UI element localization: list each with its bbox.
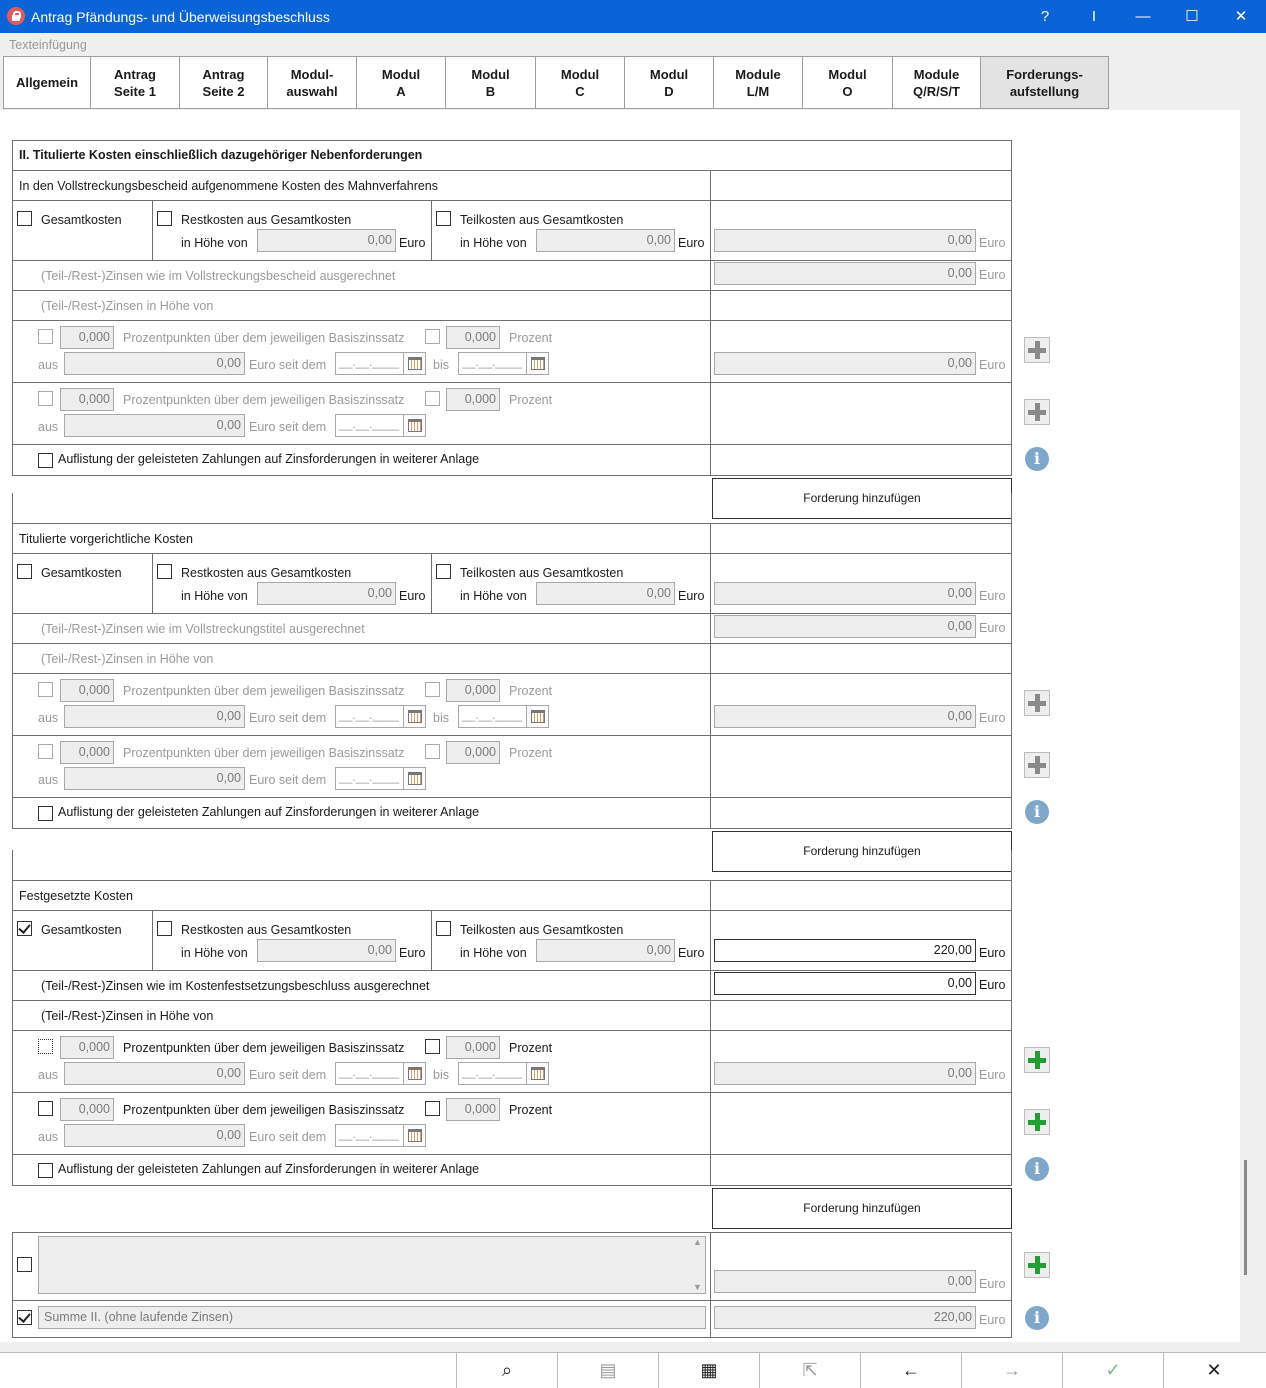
add-extra-icon[interactable] — [1024, 1252, 1050, 1278]
euro-label: Euro — [399, 236, 426, 250]
scrollbar-thumb[interactable] — [1244, 1160, 1247, 1275]
summe-label: Summe II. (ohne laufende Zinsen) — [38, 1306, 706, 1329]
add-zins-icon[interactable] — [1024, 1047, 1050, 1073]
gesamtkosten-label: Gesamtkosten — [41, 566, 122, 580]
euro-label: Euro — [979, 589, 1006, 603]
grid-line — [152, 910, 153, 970]
grid-line — [152, 200, 153, 260]
euro-label: Euro — [979, 1313, 1006, 1327]
zins-checkbox[interactable] — [38, 1039, 53, 1054]
prozent-input: 0,000 — [446, 1036, 500, 1059]
grid-line — [710, 523, 711, 829]
scrollbar[interactable] — [1240, 137, 1254, 1342]
euro-label: Euro — [979, 946, 1006, 960]
tab-modul-c[interactable]: Modul C — [535, 56, 625, 109]
restkosten-input: 0,00 — [257, 582, 396, 605]
grid-line — [710, 1232, 711, 1338]
euro-label: Euro — [678, 236, 705, 250]
prozentpunkte-label: Prozentpunkten über dem jeweiligen Basiszinssatz — [123, 393, 405, 407]
zinsen-ausgerechnet-label: (Teil-/Rest-)Zinsen wie im Vollstreckungsbescheid ausgerechnet — [41, 269, 396, 283]
prozent-input: 0,000 — [446, 326, 500, 349]
aus-label: aus — [38, 1068, 59, 1082]
bis-label: bis — [433, 1068, 449, 1082]
teilkosten-input: 0,00 — [536, 582, 675, 605]
add-zins-icon[interactable] — [1024, 1109, 1050, 1135]
section-title: II. Titulierte Kosten einschließlich dazugehöriger Nebenforderungen — [19, 148, 423, 162]
prozent-checkbox[interactable] — [425, 744, 440, 759]
info-icon[interactable]: i — [1025, 800, 1049, 824]
zins-betrag-input: 0,00 — [64, 1062, 245, 1085]
zinsen-total-input[interactable]: 0,00 — [714, 972, 976, 995]
grid-line — [710, 170, 711, 476]
zins-betrag-input: 0,00 — [64, 767, 245, 790]
euro-label: Euro — [979, 268, 1006, 282]
calendar-icon[interactable] — [403, 705, 426, 728]
tab-antrag-seite-2[interactable]: Antrag Seite 2 — [179, 56, 268, 109]
grid-line — [12, 553, 1012, 554]
forderung-hinzufuegen-button[interactable]: Forderung hinzufügen — [712, 831, 1012, 872]
calendar-icon[interactable] — [526, 705, 549, 728]
teilkosten-input: 0,00 — [536, 939, 675, 962]
grid-line — [12, 643, 1012, 644]
forderung-hinzufuegen-button[interactable]: Forderung hinzufügen — [712, 1188, 1012, 1229]
teilkosten-label: Teilkosten aus Gesamtkosten — [460, 923, 624, 937]
minimize-button[interactable]: — — [1135, 8, 1151, 25]
calendar-icon[interactable] — [526, 1062, 549, 1085]
summe-total-input: 220,00 — [714, 1306, 976, 1329]
grid-line — [1011, 1232, 1012, 1338]
calendar-icon[interactable] — [403, 1062, 426, 1085]
bis-date-input[interactable]: __.__.____ — [458, 352, 527, 375]
window-title: Antrag Pfändungs- und Überweisungsbeschluss — [31, 9, 330, 25]
seit-date-input[interactable]: __.__.____ — [335, 767, 404, 790]
info-icon[interactable]: i — [1025, 447, 1049, 471]
grid-line — [12, 260, 1012, 261]
grid-line — [12, 170, 1012, 171]
prozent-checkbox[interactable] — [425, 682, 440, 697]
forderung-hinzufuegen-button[interactable]: Forderung hinzufügen — [712, 478, 1012, 519]
zins-betrag-input: 0,00 — [64, 1124, 245, 1147]
info-icon[interactable]: i — [1025, 1306, 1049, 1330]
calendar-icon[interactable] — [403, 767, 426, 790]
calendar-icon[interactable] — [403, 414, 426, 437]
zinsen-total-input: 0,00 — [714, 615, 976, 638]
teilkosten-checkbox[interactable] — [436, 211, 451, 226]
tab-modul-b[interactable]: Modul B — [445, 56, 536, 109]
zinsen-total-input: 0,00 — [714, 262, 976, 285]
restkosten-checkbox[interactable] — [157, 211, 172, 226]
grid-line — [12, 523, 1012, 524]
aus-label: aus — [38, 420, 59, 434]
calendar-icon[interactable] — [403, 1124, 426, 1147]
euro-seit-label: Euro seit dem — [249, 1068, 327, 1082]
restkosten-label: Restkosten aus Gesamtkosten — [181, 566, 352, 580]
bis-date-input[interactable]: __.__.____ — [458, 705, 527, 728]
in-hoehe-label: in Höhe von — [181, 946, 248, 960]
euro-seit-label: Euro seit dem — [249, 711, 327, 725]
info-icon[interactable]: i — [1025, 1157, 1049, 1181]
tab-allgemein[interactable]: Allgemein — [3, 56, 91, 109]
clipboard-copy-icon[interactable]: ▦ — [658, 1352, 759, 1388]
prozent-label: Prozent — [509, 684, 553, 698]
textarea-scroll-up-icon[interactable]: ▲ — [693, 1237, 702, 1247]
seit-date-input[interactable]: __.__.____ — [335, 1062, 404, 1085]
prozent-input: 0,000 — [446, 1098, 500, 1121]
euro-label: Euro — [678, 946, 705, 960]
restkosten-input: 0,00 — [257, 939, 396, 962]
euro-label: Euro — [979, 358, 1006, 372]
tab-forderungsaufstellung[interactable]: Forderungs- aufstellung — [980, 56, 1109, 109]
euro-seit-label: Euro seit dem — [249, 1130, 327, 1144]
prozent-input: 0,000 — [446, 388, 500, 411]
teilkosten-label: Teilkosten aus Gesamtkosten — [460, 213, 624, 227]
seit-date-input[interactable]: __.__.____ — [335, 352, 404, 375]
teilkosten-checkbox[interactable] — [436, 921, 451, 936]
grid-line — [431, 553, 432, 613]
grid-line — [12, 475, 1012, 476]
gesamtkosten-label: Gesamtkosten — [41, 213, 122, 227]
auflistung-checkbox[interactable] — [38, 453, 53, 468]
seit-date-input[interactable]: __.__.____ — [335, 705, 404, 728]
check-icon[interactable]: ✓ — [1062, 1352, 1163, 1388]
grid-line — [12, 880, 1012, 881]
euro-seit-label: Euro seit dem — [249, 773, 327, 787]
tab-modulauswahl[interactable]: Modul- auswahl — [267, 56, 357, 109]
zinsen-hoehe-label: (Teil-/Rest-)Zinsen in Höhe von — [41, 299, 214, 313]
grid-line — [12, 444, 1012, 445]
grid-line — [12, 382, 1012, 383]
grid-line — [12, 140, 1012, 141]
teilkosten-input: 0,00 — [536, 229, 675, 252]
arrow-right-icon[interactable]: → — [961, 1352, 1062, 1388]
tab-modul-o[interactable]: Modul O — [802, 56, 893, 109]
auflistung-label: Auflistung der geleisteten Zahlungen auf Zinsforderungen in weiterer Anlage — [58, 805, 480, 819]
grid-line — [431, 910, 432, 970]
prozent-checkbox[interactable] — [425, 329, 440, 344]
textarea-scroll-down-icon[interactable]: ▼ — [693, 1282, 702, 1292]
grid-line — [431, 200, 432, 260]
auflistung-checkbox[interactable] — [38, 1163, 53, 1178]
grid-line — [12, 1000, 1012, 1001]
zins-result-input: 0,00 — [714, 1062, 976, 1085]
calendar-icon[interactable] — [403, 352, 426, 375]
calendar-icon[interactable] — [526, 352, 549, 375]
grid-line — [12, 1154, 1012, 1155]
zinsen-hoehe-label: (Teil-/Rest-)Zinsen in Höhe von — [41, 1009, 214, 1023]
prozent-label: Prozent — [509, 393, 553, 407]
grid-line — [12, 493, 13, 829]
grid-line — [12, 200, 1012, 201]
aus-label: aus — [38, 358, 59, 372]
in-hoehe-label: in Höhe von — [181, 589, 248, 603]
restkosten-input: 0,00 — [257, 229, 396, 252]
grid-line — [1011, 140, 1012, 476]
grid-line — [12, 1232, 1012, 1233]
add-zins-icon[interactable] — [1024, 399, 1050, 425]
zins-result-input: 0,00 — [714, 352, 976, 375]
grid-line — [12, 140, 13, 476]
prozent-label: Prozent — [509, 746, 553, 760]
tab-module-lm[interactable]: Module L/M — [713, 56, 803, 109]
zins-result-input: 0,00 — [714, 705, 976, 728]
euro-seit-label: Euro seit dem — [249, 420, 327, 434]
bis-label: bis — [433, 358, 449, 372]
prozentpunkte-input: 0,000 — [60, 1098, 114, 1121]
grid-line — [12, 828, 1012, 829]
gesamtkosten-label: Gesamtkosten — [41, 923, 122, 937]
aus-label: aus — [38, 1130, 59, 1144]
grid-line — [152, 553, 153, 613]
euro-label: Euro — [678, 589, 705, 603]
zinsen-ausgerechnet-label: (Teil-/Rest-)Zinsen wie im Vollstreckungstitel ausgerechnet — [41, 622, 365, 636]
menu-texteinfuegung[interactable]: Texteinfügung — [9, 38, 87, 52]
block-total-input: 0,00 — [714, 229, 976, 252]
in-hoehe-label: in Höhe von — [460, 946, 527, 960]
aus-label: aus — [38, 711, 59, 725]
restkosten-label: Restkosten aus Gesamtkosten — [181, 213, 352, 227]
export-icon[interactable]: ⇱ — [759, 1352, 860, 1388]
prozentpunkte-label: Prozentpunkten über dem jeweiligen Basiszinssatz — [123, 331, 405, 345]
prozentpunkte-input: 0,000 — [60, 388, 114, 411]
clipboard-icon[interactable]: ▤ — [557, 1352, 658, 1388]
block-title: Titulierte vorgerichtliche Kosten — [19, 532, 193, 546]
grid-line — [12, 850, 13, 1186]
block-title: In den Vollstreckungsbescheid aufgenommene Kosten des Mahnverfahrens — [19, 179, 439, 193]
bis-label: bis — [433, 711, 449, 725]
aus-label: aus — [38, 773, 59, 787]
in-hoehe-label: in Höhe von — [460, 589, 527, 603]
add-zins-icon[interactable] — [1024, 690, 1050, 716]
gesamtkosten-checkbox[interactable] — [17, 211, 32, 226]
prozent-label: Prozent — [509, 1041, 553, 1055]
bis-date-input[interactable]: __.__.____ — [458, 1062, 527, 1085]
close-icon[interactable]: ✕ — [1163, 1352, 1264, 1388]
grid-line — [12, 1030, 1012, 1031]
block-total-input: 0,00 — [714, 582, 976, 605]
teilkosten-label: Teilkosten aus Gesamtkosten — [460, 566, 624, 580]
teilkosten-checkbox[interactable] — [436, 564, 451, 579]
grid-line — [12, 910, 1012, 911]
prozent-label: Prozent — [509, 1103, 553, 1117]
cursor-icon[interactable]: I — [1091, 8, 1097, 25]
prozent-input: 0,000 — [446, 679, 500, 702]
euro-label: Euro — [399, 946, 426, 960]
euro-label: Euro — [979, 1277, 1006, 1291]
euro-seit-label: Euro seit dem — [249, 358, 327, 372]
extra-total-input: 0,00 — [714, 1270, 976, 1293]
zinsen-hoehe-label: (Teil-/Rest-)Zinsen in Höhe von — [41, 652, 214, 666]
euro-label: Euro — [979, 236, 1006, 250]
add-zins-icon[interactable] — [1024, 337, 1050, 363]
title-bar — [0, 0, 1266, 33]
close-window-button[interactable]: ✕ — [1234, 8, 1248, 25]
auflistung-label: Auflistung der geleisteten Zahlungen auf Zinsforderungen in weiterer Anlage — [58, 1162, 480, 1176]
grid-line — [12, 1232, 13, 1338]
restkosten-checkbox[interactable] — [157, 921, 172, 936]
lock-icon — [7, 7, 25, 25]
prozentpunkte-label: Prozentpunkten über dem jeweiligen Basiszinssatz — [123, 746, 405, 760]
tab-module-qrst[interactable]: Module Q/R/S/T — [892, 56, 981, 109]
in-hoehe-label: in Höhe von — [460, 236, 527, 250]
grid-line — [1011, 493, 1012, 829]
prozent-checkbox[interactable] — [425, 391, 440, 406]
in-hoehe-label: in Höhe von — [181, 236, 248, 250]
grid-line — [12, 970, 1012, 971]
zins-checkbox[interactable] — [38, 391, 53, 406]
prozentpunkte-label: Prozentpunkten über dem jeweiligen Basiszinssatz — [123, 1041, 405, 1055]
grid-line — [12, 290, 1012, 291]
prozentpunkte-input: 0,000 — [60, 326, 114, 349]
extra-checkbox[interactable] — [17, 1257, 32, 1272]
block-total-input[interactable]: 220,00 — [714, 939, 976, 962]
zins-checkbox[interactable] — [38, 1101, 53, 1116]
prozent-checkbox[interactable] — [425, 1039, 440, 1054]
seit-date-input[interactable]: __.__.____ — [335, 1124, 404, 1147]
gesamtkosten-checkbox[interactable] — [17, 921, 32, 936]
gesamtkosten-checkbox[interactable] — [17, 564, 32, 579]
euro-label: Euro — [979, 621, 1006, 635]
zins-checkbox[interactable] — [38, 744, 53, 759]
block-title: Festgesetzte Kosten — [19, 889, 133, 903]
grid-line — [12, 1337, 1012, 1338]
prozentpunkte-input: 0,000 — [60, 741, 114, 764]
auflistung-label: Auflistung der geleisteten Zahlungen auf Zinsforderungen in weiterer Anlage — [58, 452, 480, 466]
prozent-input: 0,000 — [446, 741, 500, 764]
add-zins-icon[interactable] — [1024, 752, 1050, 778]
extra-textarea[interactable] — [38, 1236, 706, 1294]
zins-checkbox[interactable] — [38, 329, 53, 344]
grid-line — [12, 735, 1012, 736]
grid-line — [12, 1185, 1012, 1186]
zinsen-ausgerechnet-label: (Teil-/Rest-)Zinsen wie im Kostenfestsetzungsbeschluss ausgerechnet — [41, 979, 430, 993]
grid-line — [12, 797, 1012, 798]
restkosten-checkbox[interactable] — [157, 564, 172, 579]
summe-checkbox[interactable] — [17, 1310, 32, 1325]
grid-line — [12, 1300, 1012, 1301]
arrow-left-icon[interactable]: ← — [860, 1352, 961, 1388]
tab-modul-d[interactable]: Modul D — [624, 56, 714, 109]
prozent-label: Prozent — [509, 331, 553, 345]
euro-label: Euro — [399, 589, 426, 603]
grid-line — [12, 1092, 1012, 1093]
grid-line — [1011, 850, 1012, 1186]
prozentpunkte-label: Prozentpunkten über dem jeweiligen Basiszinssatz — [123, 684, 405, 698]
prozentpunkte-input: 0,000 — [60, 1036, 114, 1059]
maximize-button[interactable]: ☐ — [1185, 8, 1199, 25]
prozentpunkte-label: Prozentpunkten über dem jeweiligen Basiszinssatz — [123, 1103, 405, 1117]
restkosten-label: Restkosten aus Gesamtkosten — [181, 923, 352, 937]
seit-date-input[interactable]: __.__.____ — [335, 414, 404, 437]
grid-line — [12, 613, 1012, 614]
euro-label: Euro — [979, 711, 1006, 725]
prozentpunkte-input: 0,000 — [60, 679, 114, 702]
grid-line — [12, 673, 1012, 674]
euro-label: Euro — [979, 978, 1006, 992]
zins-checkbox[interactable] — [38, 682, 53, 697]
zins-betrag-input: 0,00 — [64, 414, 245, 437]
grid-line — [12, 320, 1012, 321]
tab-modul-a[interactable]: Modul A — [356, 56, 446, 109]
auflistung-checkbox[interactable] — [38, 806, 53, 821]
zins-betrag-input: 0,00 — [64, 352, 245, 375]
grid-line — [710, 880, 711, 1186]
euro-label: Euro — [979, 1068, 1006, 1082]
search-icon[interactable]: ⌕ — [456, 1352, 557, 1388]
prozent-checkbox[interactable] — [425, 1101, 440, 1116]
help-button[interactable]: ? — [1040, 8, 1050, 25]
zins-betrag-input: 0,00 — [64, 705, 245, 728]
tab-antrag-seite-1[interactable]: Antrag Seite 1 — [90, 56, 180, 109]
